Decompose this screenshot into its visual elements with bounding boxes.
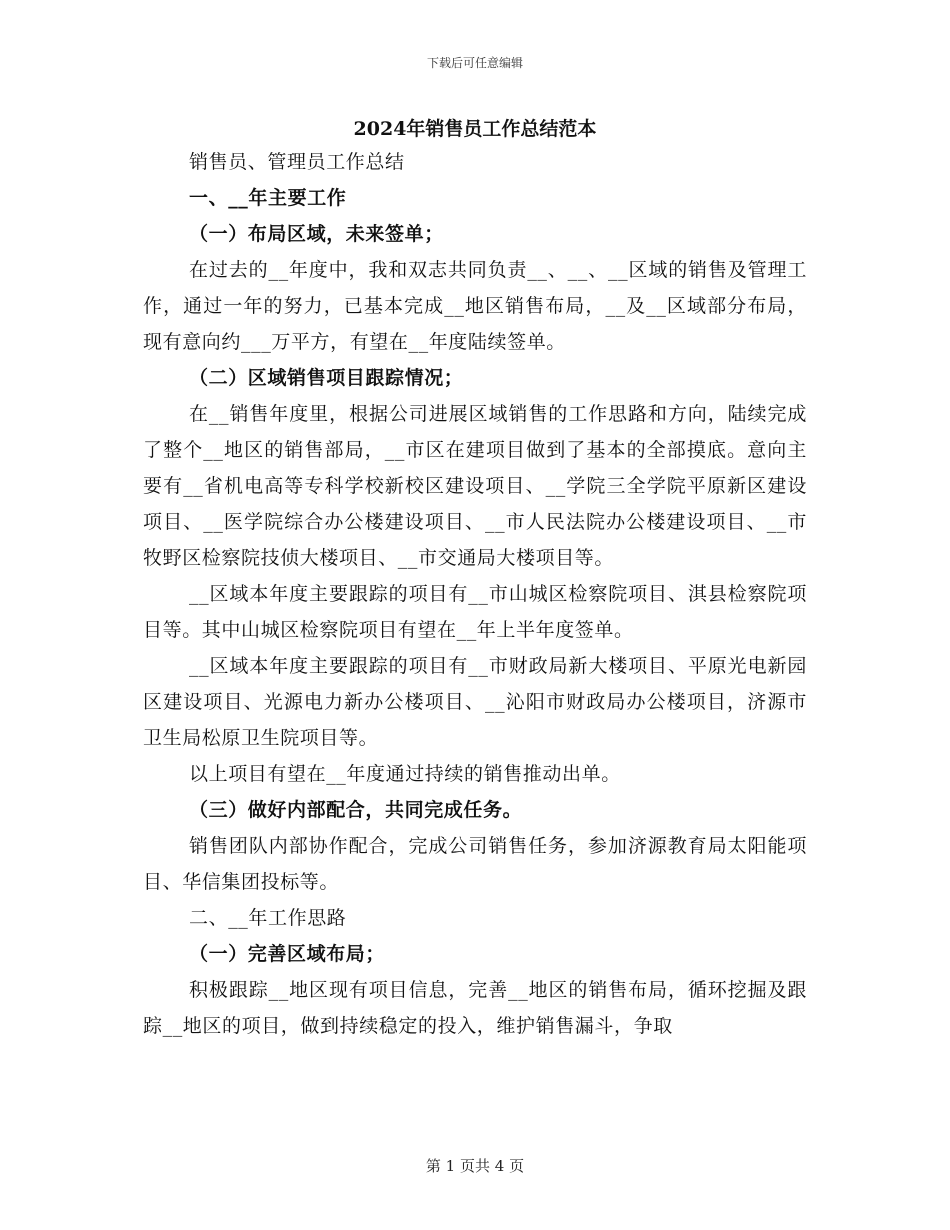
- section-1-heading: 一、__年主要工作: [189, 187, 347, 209]
- paragraph: 以上项目有望在__年度通过持续的销售推动出单。: [189, 763, 621, 785]
- paragraph: 销售团队内部协作配合，完成公司销售任务，参加济源教育局太阳能项目、华信集团投标等。: [143, 835, 807, 893]
- section-2-heading: 二、__年工作思路: [189, 907, 347, 929]
- header-note: 下载后可任意编辑: [426, 56, 523, 70]
- subtitle: 销售员、管理员工作总结: [189, 151, 405, 173]
- paragraph: 在过去的__年度中，我和双志共同负责__、__、__区域的销售及管理工作，通过一年的努力，已基本完成__地区销售布局，__及__区域部分布局，现有意向约___万平方，有望在__年度陆续签单。: [143, 259, 807, 353]
- paragraph: __区域本年度主要跟踪的项目有__市山城区检察院项目、淇县检察院项目等。其中山城区检察院项目有望在__年上半年度签单。: [143, 583, 807, 641]
- sub-1-2-heading: （二）区域销售项目跟踪情况；: [189, 367, 464, 389]
- document-body: [143, 114, 807, 1044]
- document-title: 2024年销售员工作总结范本: [353, 118, 597, 140]
- page-footer: 第 1 页共 4 页: [425, 1157, 525, 1175]
- paragraph: 在__销售年度里，根据公司进展区域销售的工作思路和方向，陆续完成了整个__地区的销售部局，__市区在建项目做到了基本的全部摸底。意向主要有__省机电高等专科学校新校区建设项目、__学院三全学院平原新区建设项目、__医学院综合办公楼建设项目、__市人民法院办公楼建设项目、__市牧野区检察院技侦大楼项目、__市交通局大楼项目等。: [143, 403, 807, 569]
- sub-1-1-heading: （一）布局区域，未来签单；: [189, 223, 444, 245]
- paragraph: 积极跟踪__地区现有项目信息，完善__地区的销售布局，循环挖掘及跟踪__地区的项目，做到持续稳定的投入，维护销售漏斗，争取: [143, 979, 807, 1037]
- sub-2-1-heading: （一）完善区域布局；: [189, 943, 386, 965]
- sub-1-3-heading: （三）做好内部配合，共同完成任务。: [189, 799, 523, 821]
- paragraph: __区域本年度主要跟踪的项目有__市财政局新大楼项目、平原光电新园区建设项目、光源电力新办公楼项目、__沁阳市财政局办公楼项目，济源市卫生局松原卫生院项目等。: [143, 655, 807, 749]
